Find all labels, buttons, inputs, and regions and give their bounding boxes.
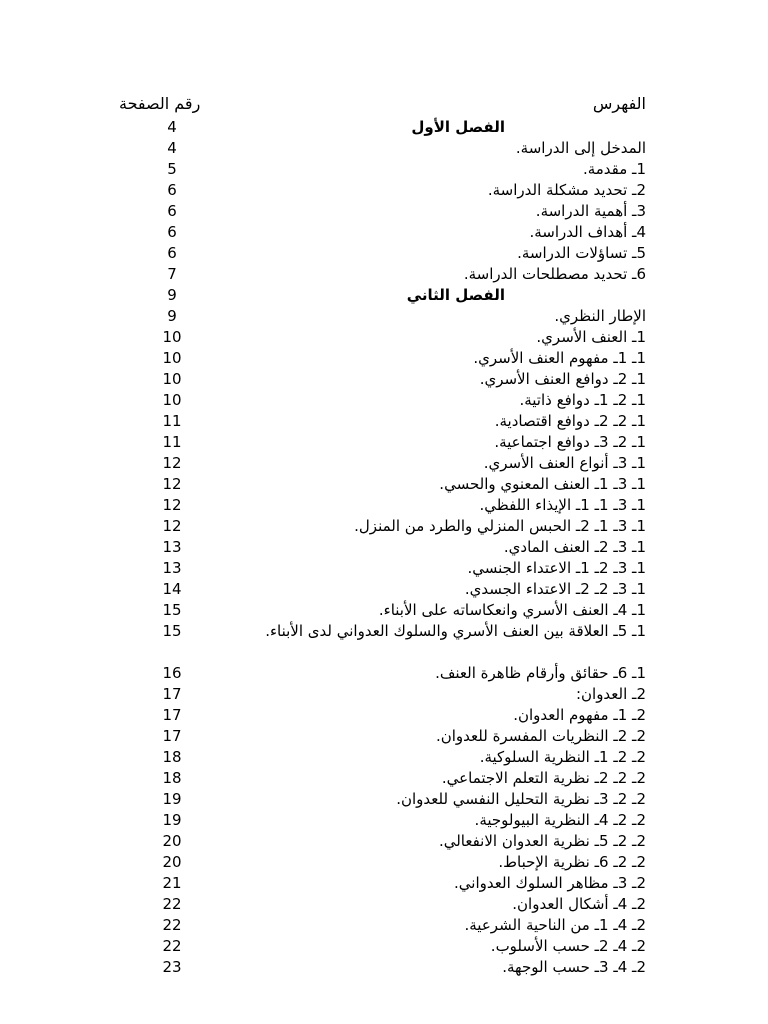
page-number-column-label: رقم الصفحة — [119, 94, 201, 113]
toc-entry-row — [0, 243, 768, 264]
toc-entry-row — [0, 726, 768, 747]
toc-entry-title: 2ـ 2ـ 4ـ النظرية البيولوجية. — [474, 811, 646, 829]
toc-page-number: 7 — [167, 265, 177, 283]
toc-entry-row — [0, 222, 768, 243]
chapter-heading-row — [0, 117, 768, 138]
toc-entry-title: 2ـ 2ـ 2ـ نظرية التعلم الاجتماعي. — [441, 769, 646, 787]
toc-entry-title: 2ـ 4ـ 1ـ من الناحية الشرعية. — [464, 916, 646, 934]
toc-entry-row — [0, 180, 768, 201]
table-of-contents — [0, 117, 768, 978]
toc-entry-title: 3ـ أهمية الدراسة. — [535, 202, 646, 220]
toc-page-number: 17 — [162, 706, 182, 724]
toc-entry-title: الإطار النظري. — [554, 307, 646, 325]
toc-entry-row — [0, 369, 768, 390]
toc-page-number: 23 — [162, 958, 182, 976]
toc-entry-row — [0, 474, 768, 495]
toc-entry-row — [0, 621, 768, 663]
toc-page-number: 9 — [167, 307, 177, 325]
toc-entry-title: 1ـ 3ـ أنواع العنف الأسري. — [483, 454, 646, 472]
toc-entry-row — [0, 264, 768, 285]
toc-entry-row — [0, 327, 768, 348]
toc-entry-title: 1ـ 6ـ حقائق وأرقام ظاهرة العنف. — [435, 664, 646, 682]
toc-entry-title: 2ـ 2ـ النظريات المفسرة للعدوان. — [435, 727, 646, 745]
toc-page-number: 9 — [167, 286, 177, 304]
toc-header — [0, 94, 768, 118]
toc-entry-row — [0, 789, 768, 810]
toc-entry-title: 1ـ العنف الأسري. — [536, 328, 646, 346]
toc-entry-row — [0, 516, 768, 537]
toc-entry-row — [0, 831, 768, 852]
toc-page-number: 18 — [162, 748, 182, 766]
toc-page-number: 4 — [167, 118, 177, 136]
toc-entry-row — [0, 411, 768, 432]
toc-entry-row — [0, 810, 768, 831]
toc-page-number: 20 — [162, 832, 182, 850]
toc-entry-row — [0, 348, 768, 369]
toc-entry-row — [0, 852, 768, 873]
toc-entry-row — [0, 705, 768, 726]
toc-page-number: 10 — [162, 328, 182, 346]
toc-page-number: 11 — [162, 412, 182, 430]
toc-page-number: 5 — [167, 160, 177, 178]
toc-page-number: 13 — [162, 538, 182, 556]
toc-entry-row — [0, 873, 768, 894]
toc-entry-title: 1ـ 3ـ 1ـ العنف المعنوي والحسي. — [439, 475, 646, 493]
toc-entry-row — [0, 432, 768, 453]
toc-entry-row — [0, 201, 768, 222]
toc-page-number: 6 — [167, 202, 177, 220]
toc-page-number: 22 — [162, 937, 182, 955]
chapter-heading: الفصل الثاني — [406, 286, 505, 304]
toc-page-number: 6 — [167, 181, 177, 199]
toc-entry-title: 2ـ 2ـ 3ـ نظرية التحليل النفسي للعدوان. — [396, 790, 646, 808]
toc-entry-title: 1ـ 5ـ العلاقة بين العنف الأسري والسلوك العدواني لدى الأبناء. — [265, 622, 646, 640]
toc-page-number: 15 — [162, 601, 182, 619]
toc-page-number: 4 — [167, 139, 177, 157]
toc-page-number: 17 — [162, 727, 182, 745]
toc-entry-title: 2ـ 2ـ 6ـ نظرية الإحباط. — [498, 853, 646, 871]
toc-entry-row — [0, 768, 768, 789]
toc-page-number: 20 — [162, 853, 182, 871]
toc-entry-row — [0, 453, 768, 474]
toc-entry-row — [0, 894, 768, 915]
toc-entry-row — [0, 684, 768, 705]
toc-entry-title: 4ـ أهداف الدراسة. — [529, 223, 646, 241]
toc-page-number: 12 — [162, 454, 182, 472]
toc-page-number: 14 — [162, 580, 182, 598]
toc-page-number: 22 — [162, 916, 182, 934]
toc-entry-row — [0, 159, 768, 180]
toc-entry-title: 1ـ 3ـ 2ـ 2ـ الاعتداء الجسدي. — [464, 580, 646, 598]
toc-entry-title: 1ـ مقدمة. — [582, 160, 646, 178]
toc-entry-title: 1ـ 2ـ دوافع العنف الأسري. — [479, 370, 646, 388]
toc-entry-row — [0, 390, 768, 411]
toc-page-number: 17 — [162, 685, 182, 703]
toc-entry-title: 2ـ 2ـ 5ـ نظرية العدوان الانفعالي. — [438, 832, 646, 850]
toc-entry-row — [0, 306, 768, 327]
toc-entry-title: 2ـ 2ـ 1ـ النظرية السلوكية. — [479, 748, 646, 766]
toc-page-number: 12 — [162, 475, 182, 493]
toc-entry-title: 6ـ تحديد مصطلحات الدراسة. — [463, 265, 646, 283]
toc-entry-title: 2ـ تحديد مشكلة الدراسة. — [487, 181, 646, 199]
toc-title: الفهرس — [592, 94, 646, 113]
toc-entry-title: 1ـ 4ـ العنف الأسري وانعكاساته على الأبناء. — [378, 601, 646, 619]
toc-entry-title: 5ـ تساؤلات الدراسة. — [517, 244, 646, 262]
toc-page-number: 10 — [162, 349, 182, 367]
toc-page-number: 12 — [162, 496, 182, 514]
toc-entry-row — [0, 138, 768, 159]
toc-page-number: 15 — [162, 622, 182, 640]
toc-entry-row — [0, 915, 768, 936]
toc-entry-row — [0, 495, 768, 516]
toc-entry-title: 2ـ 3ـ مظاهر السلوك العدواني. — [454, 874, 646, 892]
toc-entry-title: 1ـ 3ـ 2ـ 1ـ الاعتداء الجنسي. — [467, 559, 646, 577]
toc-entry-title: 1ـ 2ـ 1ـ دوافع ذاتية. — [519, 391, 646, 409]
toc-entry-row — [0, 579, 768, 600]
toc-entry-title: المدخل إلى الدراسة. — [515, 139, 646, 157]
toc-entry-row — [0, 936, 768, 957]
toc-page-number: 19 — [162, 790, 182, 808]
toc-page-number: 22 — [162, 895, 182, 913]
toc-entry-title: 2ـ 4ـ 3ـ حسب الوجهة. — [502, 958, 646, 976]
chapter-heading-row — [0, 285, 768, 306]
toc-entry-title: 1ـ 1ـ مفهوم العنف الأسري. — [473, 349, 646, 367]
toc-entry-row — [0, 558, 768, 579]
toc-entry-title: 2ـ 1ـ مفهوم العدوان. — [513, 706, 646, 724]
toc-entry-title: 1ـ 2ـ 3ـ دوافع اجتماعية. — [494, 433, 646, 451]
toc-page-number: 6 — [167, 244, 177, 262]
chapter-heading: الفصل الأول — [411, 118, 505, 136]
toc-page-number: 10 — [162, 391, 182, 409]
toc-entry-title: 1ـ 2ـ 2ـ دوافع اقتصادية. — [494, 412, 646, 430]
toc-entry-row — [0, 537, 768, 558]
toc-entry-row — [0, 663, 768, 684]
toc-entry-title: 2ـ 4ـ أشكال العدوان. — [512, 895, 646, 913]
toc-page-number: 12 — [162, 517, 182, 535]
toc-page-number: 16 — [162, 664, 182, 682]
toc-page-number: 19 — [162, 811, 182, 829]
toc-entry-title: 2ـ العدوان: — [575, 685, 646, 703]
toc-entry-row — [0, 957, 768, 978]
toc-entry-title: 2ـ 4ـ 2ـ حسب الأسلوب. — [490, 937, 646, 955]
toc-page-number: 13 — [162, 559, 182, 577]
toc-entry-title: 1ـ 3ـ 2ـ العنف المادي. — [503, 538, 646, 556]
toc-entry-title: 1ـ 3ـ 1ـ 1ـ الإيذاء اللفظي. — [479, 496, 646, 514]
toc-page-number: 6 — [167, 223, 177, 241]
toc-page-number: 18 — [162, 769, 182, 787]
toc-page-number: 21 — [162, 874, 182, 892]
toc-page-number: 10 — [162, 370, 182, 388]
toc-entry-row — [0, 747, 768, 768]
toc-entry-row — [0, 600, 768, 621]
toc-page-number: 11 — [162, 433, 182, 451]
toc-entry-title: 1ـ 3ـ 1ـ 2ـ الحبس المنزلي والطرد من المنزل. — [354, 517, 646, 535]
